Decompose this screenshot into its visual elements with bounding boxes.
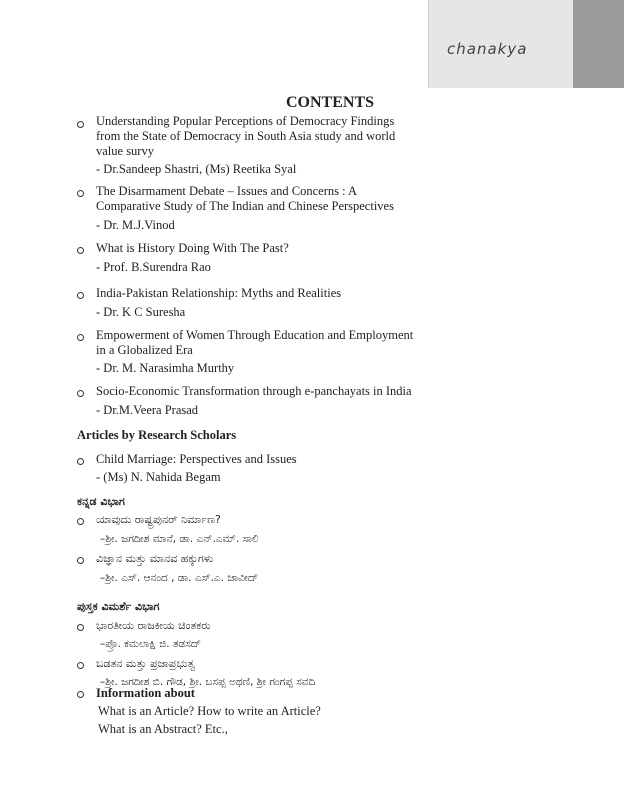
info-line: What is an Article? How to write an Article? [98,704,321,718]
info-heading: Information about [96,686,195,700]
review-item-author: –ಶ್ರೀ. ಜಗದೀಶ ಬಿ. ಗೌಡ, ಶ್ರೀ. ಬಸಪ್ಪ ಅಥಣಿ, ಶ್ರೀ ಗಂಗಪ್ಪ ಸವದಿ [100,676,316,688]
article-author: - Dr.M.Veera Prasad [96,403,199,417]
bullet-icon [77,557,84,564]
bullet-icon [77,390,84,397]
page-title: CONTENTS [285,94,375,111]
bullet-icon [77,292,84,299]
brand-name: chanakya [447,40,528,58]
article-title [96,328,436,358]
article-author: - Dr. K C Suresha [96,305,186,319]
kannada-article-title: ಯಾವುದು ರಾಷ್ಟ್ರಪುನರ್ ನಿರ್ಮಾಣ? [96,513,221,526]
article-title-line: India-Pakistan Relationship: Myths and Realities [96,286,342,300]
kannada-article-author: –ಶ್ರೀ. ಎಸ್. ಆನಂದ , ಡಾ. ಎಸ್.ಎ. ಜಾವೀದ್ [100,572,259,584]
article-title-line: value survy [96,144,154,158]
bullet-icon [77,334,84,341]
article-author: - Dr.Sandeep Shastri, (Ms) Reetika Syal [96,162,297,176]
bullet-icon [77,518,84,525]
article-author: - Dr. M. Narasimha Murthy [96,361,235,375]
brand-box [428,0,624,88]
review-section-heading: ಪುಸ್ತಕ ವಿಮರ್ಶೆ ವಿಭಾಗ [77,600,160,613]
brand-stripe [573,0,624,88]
article-title: Child Marriage: Perspectives and Issues [96,452,297,466]
article-title-line: from the State of Democracy in South Asia study and world [96,129,396,143]
bullet-icon [77,121,84,128]
article-title-line: Socio-Economic Transformation through e-panchayats in India [96,384,412,398]
article-title [96,241,436,256]
bullet-icon [77,458,84,465]
article-title [96,286,436,301]
bullet-icon [77,190,84,197]
article-title-line: Comparative Study of The Indian and Chinese Perspectives [96,199,394,213]
article-title-line: What is History Doing With The Past? [96,241,289,255]
bullet-icon [77,662,84,669]
article-author: - (Ms) N. Nahida Begam [96,470,221,484]
article-author: - Prof. B.Surendra Rao [96,260,211,274]
article-title [96,114,436,159]
review-item-title: ಬಡತನ ಮತ್ತು ಪ್ರಜಾಪ್ರಭುತ್ವ [96,657,196,670]
bullet-icon [77,691,84,698]
bullet-icon [77,624,84,631]
kannada-article-title: ವಿಜ್ಞಾನ ಮತ್ತು ಮಾನವ ಹಕ್ಕುಗಳು [96,552,214,565]
review-item-title: ಭಾರತೀಯ ರಾಜಕೀಯ ಚಿಂತಕರು [96,619,211,632]
article-title-line: in a Globalized Era [96,343,193,357]
article-title-line: Empowerment of Women Through Education and Employment [96,328,414,342]
kannada-article-author: –ಶ್ರೀ. ಜಗದೀಶ ಮಾನೆ, ಡಾ. ಎನ್.ಎಮ್. ಸಾಲಿ [100,533,259,545]
info-line: What is an Abstract? Etc., [98,722,228,736]
article-author: - Dr. M.J.Vinod [96,218,175,232]
article-title [96,184,436,214]
bullet-icon [77,247,84,254]
kannada-section-heading: ಕನ್ನಡ ವಿಭಾಗ [77,495,125,508]
review-item-author: –ಪ್ರೊ. ಕಮಲಾಕ್ಷಿ ಜಿ. ತಡಸದ್ [100,638,201,650]
section-heading: Articles by Research Scholars [77,428,237,442]
article-title-line: Understanding Popular Perceptions of Democracy Findings [96,114,395,128]
article-title [96,384,436,399]
article-title-line: The Disarmament Debate – Issues and Concerns : A [96,184,358,198]
